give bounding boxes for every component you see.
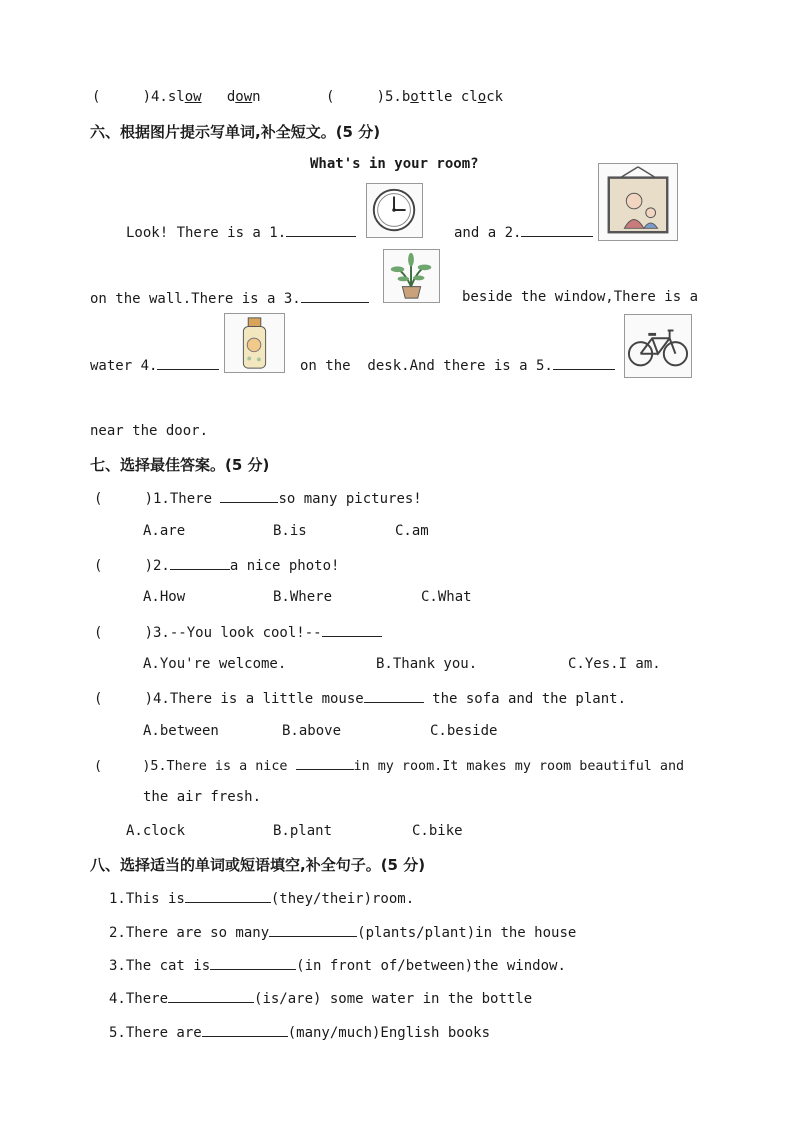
mc-q3-blank[interactable] [322, 622, 382, 637]
bottle-icon [225, 314, 284, 372]
fill-item-1: 1.This is (they/their)room. [109, 888, 414, 908]
mc-q2-option-a[interactable]: A.How [143, 589, 186, 605]
mc-q4-stem: ( )4.There is a little mouse the sofa and the plant. [94, 688, 626, 708]
blank-3[interactable] [301, 288, 369, 303]
plant-picture [383, 249, 440, 303]
fill-blank-5[interactable] [202, 1022, 288, 1037]
mc-q5-option-c[interactable]: C.bike [412, 823, 463, 839]
mc-q4-blank[interactable] [364, 688, 424, 703]
mc-q2-option-c[interactable]: C.What [421, 589, 472, 605]
passage-line-1a: Look! There is a 1. [126, 222, 356, 242]
blank-2[interactable] [521, 222, 593, 237]
mc-q3-option-b[interactable]: B.Thank you. [376, 656, 478, 672]
mc-q4-option-b[interactable]: B.above [282, 723, 342, 739]
blank-4[interactable] [157, 355, 219, 370]
fill-blank-1[interactable] [185, 888, 271, 903]
clock-icon [367, 184, 422, 237]
blank-1[interactable] [286, 222, 356, 237]
mc-q1-option-a[interactable]: A.are [143, 523, 186, 539]
mc-q2-blank[interactable] [170, 555, 230, 570]
fill-item-2: 2.There are so many (plants/plant)in the house [109, 922, 576, 942]
passage-line-3b: on the desk.And there is a 5. [300, 355, 615, 375]
phonics-q4: ( )4.slow down [92, 89, 261, 105]
mc-q1-stem: ( )1.There so many pictures! [94, 488, 422, 508]
mc-q2-option-b[interactable]: B.Where [273, 589, 333, 605]
photo-frame-picture [598, 163, 678, 241]
passage-line-3a: water 4. [90, 355, 219, 375]
mc-q2-stem: ( )2. a nice photo! [94, 555, 339, 575]
section-8-title: 八、选择适当的单词或短语填空,补全句子。(5 分) [90, 856, 426, 874]
mc-q5-stem-cont: the air fresh. [143, 789, 262, 805]
mc-q1-blank[interactable] [220, 488, 278, 503]
plant-icon [384, 250, 439, 302]
passage-line-2b: beside the window,There is a [462, 289, 699, 305]
bike-picture [624, 314, 692, 378]
fill-blank-4[interactable] [168, 988, 254, 1003]
mc-q3-stem: ( )3.--You look cool!-- [94, 622, 382, 642]
passage-line-1b: and a 2. [454, 222, 593, 242]
mc-q5-blank[interactable] [296, 755, 354, 770]
passage-line-2a: on the wall.There is a 3. [90, 288, 369, 308]
passage-title: What's in your room? [310, 156, 479, 172]
mc-q4-option-c[interactable]: C.beside [430, 723, 498, 739]
clock-picture [366, 183, 423, 238]
phonics-q5: ( )5.bottle clock [326, 89, 504, 105]
passage-line-4: near the door. [90, 423, 209, 439]
section-6-title: 六、根据图片提示写单词,补全短文。(5 分) [90, 123, 381, 141]
mc-q5-option-b[interactable]: B.plant [273, 823, 333, 839]
bike-icon [625, 315, 691, 377]
fill-blank-3[interactable] [210, 955, 296, 970]
fill-item-5: 5.There are (many/much)English books [109, 1022, 490, 1042]
fill-item-4: 4.There (is/are) some water in the bottle [109, 988, 532, 1008]
section-7-title: 七、选择最佳答案。(5 分) [90, 456, 270, 474]
mc-q1-option-b[interactable]: B.is [273, 523, 307, 539]
photo-frame-icon [599, 164, 677, 240]
blank-5[interactable] [553, 355, 615, 370]
mc-q5-stem: ( )5.There is a nice in my room.It makes my room beautiful and [94, 755, 684, 776]
bottle-picture [224, 313, 285, 373]
fill-item-3: 3.The cat is (in front of/between)the window. [109, 955, 566, 975]
mc-q3-option-c[interactable]: C.Yes.I am. [568, 656, 661, 672]
mc-q5-option-a[interactable]: A.clock [126, 823, 186, 839]
mc-q1-option-c[interactable]: C.am [395, 523, 429, 539]
mc-q4-option-a[interactable]: A.between [143, 723, 219, 739]
fill-blank-2[interactable] [269, 922, 357, 937]
mc-q3-option-a[interactable]: A.You're welcome. [143, 656, 287, 672]
